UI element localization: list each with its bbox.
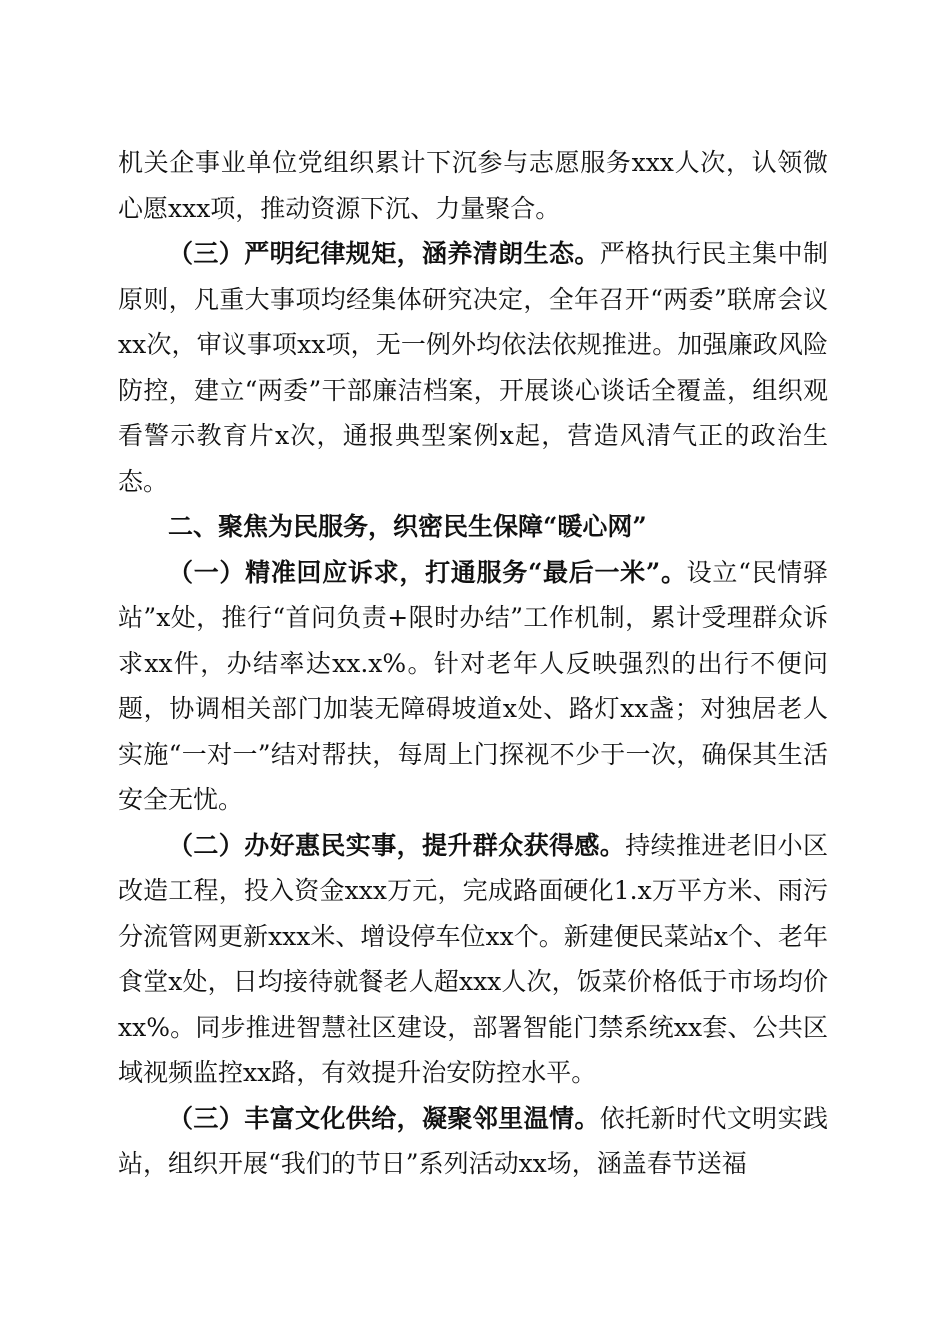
document-body <box>118 140 828 1187</box>
paragraph-practical-affairs <box>118 823 828 1096</box>
paragraph-body: 机关企事业单位党组织累计下沉参与志愿服务xxx人次，认领微心愿xxx项，推动资源下沉、力量聚合。 <box>118 148 828 223</box>
paragraph-lead: （三）严明纪律规矩，涵养清朗生态。 <box>168 239 600 268</box>
paragraph-continuation <box>118 140 828 231</box>
paragraph-body: 持续推进老旧小区改造工程，投入资金xxx万元，完成路面硬化1.x万平方米、雨污分流管网更新xxx米、增设停车位xx个。新建便民菜站x个、老年食堂x处，日均接待就餐老人超xxx人次，饭菜价格低于市场均价xx%。同步推进智慧社区建设，部署智能门禁系统xx套、公共区域视频监控xx路，有效提升治安防控水平。 <box>118 830 828 1087</box>
paragraph-discipline <box>118 231 828 504</box>
section-heading: 二、聚焦为民服务，织密民生保障“暖心网” <box>168 512 647 541</box>
paragraph-body: 设立“民情驿站”x处，推行“首问负责+限时办结”工作机制，累计受理群众诉求xx件，办结率达xx.x%。针对老年人反映强烈的出行不便问题，协调相关部门加装无障碍坡道x处、路灯xx盏；对独居老人实施“一对一”结对帮扶，每周上门探视不少于一次，确保其生活安全无忧。 <box>118 557 829 814</box>
paragraph-lead: （一）精准回应诉求，打通服务“最后一米”。 <box>168 557 687 587</box>
paragraph-lead: （三）丰富文化供给，凝聚邻里温情。 <box>168 1103 600 1133</box>
paragraph-culture <box>118 1096 828 1187</box>
paragraph-demands <box>118 550 828 823</box>
paragraph-lead: （二）办好惠民实事，提升群众获得感。 <box>168 830 626 860</box>
paragraph-body: 严格执行民主集中制原则，凡重大事项均经集体研究决定，全年召开“两委”联席会议xx次，审议事项xx项，无一例外均依法依规推进。加强廉政风险防控，建立“两委”干部廉洁档案，开展谈心谈话全覆盖，组织观看警示教育片x次，通报典型案例x起，营造风清气正的政治生态。 <box>118 239 828 496</box>
paragraph-body: 依托新时代文明实践站，组织开展“我们的节日”系列活动xx场，涵盖春节送福 <box>118 1103 828 1178</box>
